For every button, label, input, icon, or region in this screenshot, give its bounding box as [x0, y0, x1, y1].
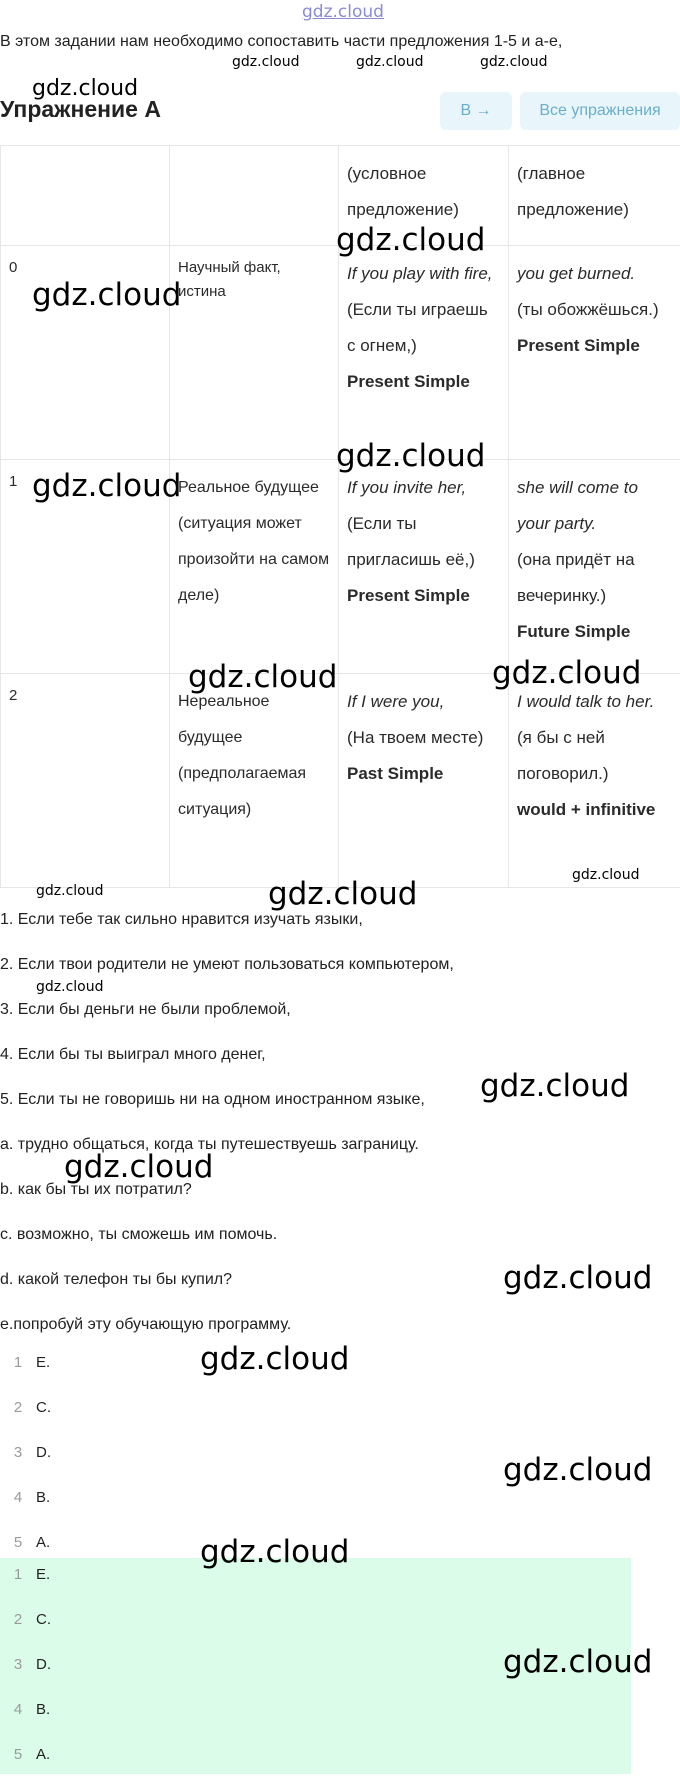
next-exercise-button[interactable]: B → — [440, 92, 512, 130]
example-translation: (На твоем месте) — [347, 720, 500, 756]
table-cell: 2 — [1, 674, 170, 888]
table-cell — [170, 674, 339, 888]
page-title: Упражнение A — [0, 96, 161, 123]
answer-number: 5 — [0, 1528, 36, 1558]
example-english: she will come to your party. — [517, 470, 672, 542]
list-item: e.попробуй эту обучающую программу. — [0, 1310, 454, 1355]
table-cell — [339, 460, 509, 674]
example-translation: (я бы с ней поговорил.) — [517, 720, 672, 792]
tense-label: Future Simple — [517, 614, 672, 650]
answer-item — [0, 1605, 51, 1650]
list-item: d. какой телефон ты бы купил? — [0, 1265, 454, 1310]
answer-value: E. — [36, 1354, 50, 1371]
tense-label: Past Simple — [347, 756, 500, 792]
watermark: gdz.cloud — [572, 868, 639, 882]
highlighted-answer-list — [0, 1560, 51, 1785]
answer-item — [0, 1695, 51, 1740]
watermark: gdz.cloud — [503, 1263, 652, 1294]
watermark: gdz.cloud — [336, 225, 485, 256]
watermark: gdz.cloud — [200, 1344, 349, 1375]
list-item: 4. Если бы ты выиграл много денег, — [0, 1040, 454, 1085]
answer-item — [0, 1740, 51, 1785]
answer-list — [0, 1348, 51, 1573]
watermark: gdz.cloud — [232, 55, 299, 69]
list-item: 2. Если твои родители не умеют пользоваться компьютером, — [0, 950, 454, 995]
table-cell — [170, 460, 339, 674]
answer-value: A. — [36, 1534, 50, 1551]
table-cell — [509, 246, 680, 460]
example-english: If I were you, — [347, 684, 500, 720]
table-cell: 1 — [1, 460, 170, 674]
example-english: If you play with fire, — [347, 256, 500, 292]
answer-value: E. — [36, 1566, 50, 1583]
list-item: 5. Если ты не говоришь ни на одном иностранном языке, — [0, 1085, 454, 1130]
watermark: gdz.cloud — [32, 280, 181, 311]
watermark: gdz.cloud — [36, 980, 103, 994]
example-translation: (она придёт на вечеринку.) — [517, 542, 672, 614]
watermark: gdz.cloud — [32, 471, 181, 502]
table-row — [1, 674, 680, 888]
watermark: gdz.cloud — [200, 1537, 349, 1568]
example-english: you get burned. — [517, 256, 672, 292]
answer-value: D. — [36, 1656, 51, 1673]
tense-label: would + infinitive — [517, 792, 672, 828]
watermark: gdz.cloud — [480, 55, 547, 69]
example-english: If you invite her, — [347, 470, 500, 506]
list-item: c. возможно, ты сможешь им помочь. — [0, 1220, 454, 1265]
watermark: gdz.cloud — [36, 884, 103, 898]
table-cell: 0 — [1, 246, 170, 460]
answer-value: D. — [36, 1444, 51, 1461]
table-cell — [339, 674, 509, 888]
list-item: 1. Если тебе так сильно нравится изучать языки, — [0, 905, 454, 950]
watermark: gdz.cloud — [492, 658, 641, 689]
answer-number: 3 — [0, 1650, 36, 1680]
answer-number: 2 — [0, 1605, 36, 1635]
list-item: b. как бы ты их потратил? — [0, 1175, 454, 1220]
intro-text: В этом задании нам необходимо сопоставить части предложения 1-5 и a-e, — [0, 33, 562, 51]
table-cell — [509, 674, 680, 888]
answer-number: 3 — [0, 1438, 36, 1468]
answer-item — [0, 1438, 51, 1483]
example-translation: (ты обожжёшься.) — [517, 292, 672, 328]
answer-value: A. — [36, 1746, 50, 1763]
type-label: Реальное будущее — [178, 470, 330, 506]
type-description: (ситуация может произойти на самом деле) — [178, 506, 330, 614]
tense-label: Present Simple — [347, 364, 500, 400]
example-translation: (Если ты пригласишь её,) — [347, 506, 500, 578]
answer-number: 1 — [0, 1348, 36, 1378]
tense-label: Present Simple — [347, 578, 500, 614]
answer-item — [0, 1650, 51, 1695]
answer-number: 4 — [0, 1695, 36, 1725]
table-cell — [1, 146, 170, 246]
type-description: (предполагаемая ситуация) — [178, 756, 330, 828]
tense-label: Present Simple — [517, 328, 672, 364]
site-logo[interactable]: gdz.cloud — [302, 2, 384, 22]
table-cell: (главное предложение) — [509, 146, 680, 246]
watermark: gdz.cloud — [64, 1152, 213, 1183]
task-sentences — [0, 905, 454, 1355]
example-english: I would talk to her. — [517, 684, 672, 720]
answer-value: B. — [36, 1701, 50, 1718]
table-cell — [339, 246, 509, 460]
watermark: gdz.cloud — [32, 78, 138, 100]
table-cell: (условное предложение) — [339, 146, 509, 246]
type-label: Нереальное будущее — [178, 684, 330, 756]
watermark: gdz.cloud — [503, 1647, 652, 1678]
watermark: gdz.cloud — [503, 1455, 652, 1486]
table-cell: Научный факт, истина — [170, 246, 339, 460]
watermark: gdz.cloud — [480, 1071, 629, 1102]
answer-value: C. — [36, 1399, 51, 1416]
watermark: gdz.cloud — [268, 879, 417, 910]
answer-number: 4 — [0, 1483, 36, 1513]
watermark: gdz.cloud — [188, 662, 337, 693]
watermark: gdz.cloud — [336, 441, 485, 472]
table-cell — [170, 146, 339, 246]
list-item: a. трудно общаться, когда ты путешествуешь заграницу. — [0, 1130, 454, 1175]
answer-item — [0, 1560, 51, 1605]
table-cell — [509, 460, 680, 674]
answer-value: C. — [36, 1611, 51, 1628]
list-item: 3. Если бы деньги не были проблемой, — [0, 995, 454, 1040]
answer-item — [0, 1483, 51, 1528]
watermark: gdz.cloud — [356, 55, 423, 69]
answer-number: 2 — [0, 1393, 36, 1423]
answer-number: 5 — [0, 1740, 36, 1770]
answer-item — [0, 1348, 51, 1393]
example-translation: (Если ты играешь с огнем,) — [347, 292, 500, 364]
answer-value: B. — [36, 1489, 50, 1506]
all-exercises-button[interactable]: Все упражнения — [520, 92, 680, 130]
answer-number: 1 — [0, 1560, 36, 1590]
answer-item — [0, 1393, 51, 1438]
